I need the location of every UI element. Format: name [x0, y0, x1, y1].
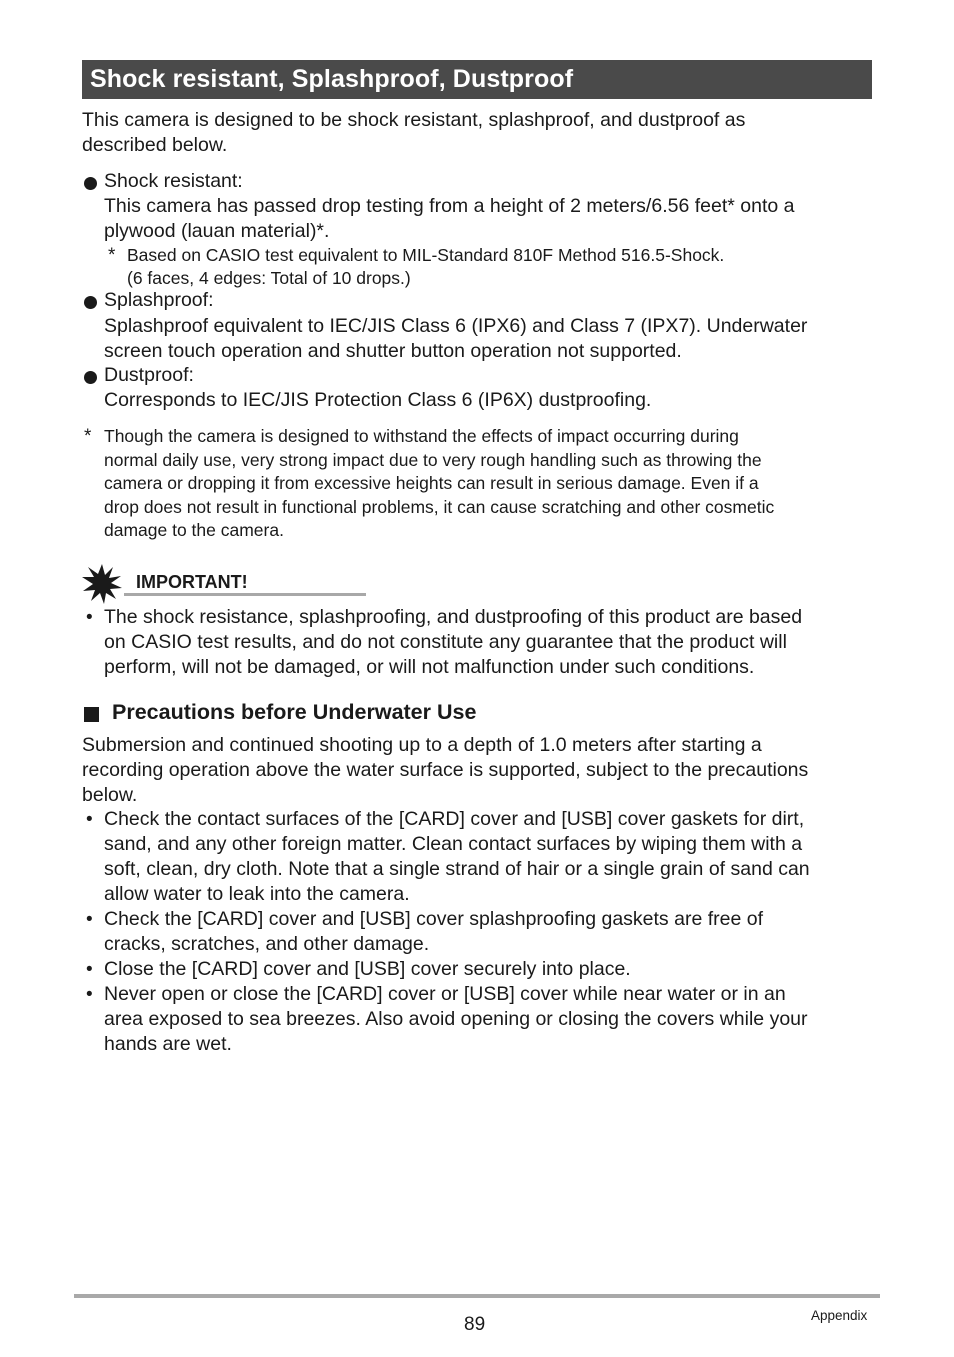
- intro-line-1: This camera is designed to be shock resistant, splashproof, and dustproof as: [82, 109, 746, 131]
- footer-section-label: Appendix: [811, 1308, 868, 1323]
- important-label: IMPORTANT!: [136, 572, 248, 592]
- precautions-heading: Precautions before Underwater Use: [112, 700, 477, 724]
- bullet-icon: •: [86, 959, 93, 980]
- section-title-bar: [82, 60, 872, 99]
- precautions-intro-line-1: Submersion and continued shooting up to a depth of 1.0 meters after starting a: [82, 734, 762, 756]
- footnote-line-4: drop does not result in functional problems, it can cause scratching and other cosmetic: [104, 497, 775, 517]
- precaution-2-line-2: cracks, scratches, and other damage.: [104, 933, 430, 955]
- dust-line-1: Corresponds to IEC/JIS Protection Class 6 (IP6X) dustproofing.: [104, 389, 652, 411]
- shock-note-line-2: (6 faces, 4 edges: Total of 10 drops.): [127, 268, 411, 288]
- shock-line-1: This camera has passed drop testing from a height of 2 meters/6.56 feet* onto a: [104, 195, 795, 217]
- footnote-line-1: Though the camera is designed to withstand the effects of impact occurring during: [104, 426, 739, 446]
- precaution-4-line-1: Never open or close the [CARD] cover or [USB] cover while near water or in an: [104, 983, 786, 1005]
- bullet-dot-icon: [84, 296, 97, 309]
- precaution-4-line-2: area exposed to sea breezes. Also avoid opening or closing the covers while your: [104, 1008, 808, 1030]
- footer-divider: [74, 1294, 880, 1298]
- bullet-dot-icon: [84, 371, 97, 384]
- shock-note-line-1: Based on CASIO test equivalent to MIL-Standard 810F Method 516.5-Shock.: [127, 245, 725, 265]
- splash-line-2: screen touch operation and shutter button operation not supported.: [104, 340, 682, 362]
- important-line-2: on CASIO test results, and do not constitute any guarantee that the product will: [104, 631, 787, 653]
- splash-label: Splashproof:: [104, 289, 214, 311]
- important-callout: [82, 564, 292, 604]
- precaution-4-line-3: hands are wet.: [104, 1033, 232, 1055]
- footnote-line-3: camera or dropping it from excessive heights can result in serious damage. Even if a: [104, 473, 759, 493]
- footnote-line-5: damage to the camera.: [104, 520, 284, 540]
- page-number: 89: [464, 1314, 486, 1335]
- footnote-star: *: [84, 426, 92, 447]
- bullet-dot-icon: [84, 177, 97, 190]
- dust-label: Dustproof:: [104, 364, 194, 386]
- splash-line-1: Splashproof equivalent to IEC/JIS Class 6 (IPX6) and Class 7 (IPX7). Underwater: [104, 315, 808, 337]
- precautions-intro-line-3: below.: [82, 784, 138, 806]
- intro-line-2: described below.: [82, 134, 228, 156]
- important-line-1: The shock resistance, splashproofing, and dustproofing of this product are based: [104, 606, 803, 628]
- bullet-icon: •: [86, 809, 93, 830]
- precaution-1-line-3: soft, clean, dry cloth. Note that a single strand of hair or a single grain of sand can: [104, 858, 810, 880]
- precaution-3-line-1: Close the [CARD] cover and [USB] cover securely into place.: [104, 958, 631, 980]
- shock-note-star: *: [108, 245, 116, 266]
- starburst-icon: [82, 564, 122, 604]
- square-bullet-icon: [84, 707, 99, 722]
- section-title: Shock resistant, Splashproof, Dustproof: [90, 65, 574, 93]
- precaution-2-line-1: Check the [CARD] cover and [USB] cover splashproofing gaskets are free of: [104, 908, 763, 930]
- bullet-icon: •: [86, 984, 93, 1005]
- precaution-1-line-1: Check the contact surfaces of the [CARD] cover and [USB] cover gaskets for dirt,: [104, 808, 805, 830]
- footnote-line-2: normal daily use, very strong impact due to very rough handling such as throwing the: [104, 450, 762, 470]
- precaution-1-line-4: allow water to leak into the camera.: [104, 883, 410, 905]
- precaution-1-line-2: sand, and any other foreign matter. Clean contact surfaces by wiping them with a: [104, 833, 803, 855]
- shock-line-2: plywood (lauan material)*.: [104, 220, 330, 242]
- important-underline: [124, 593, 366, 596]
- bullet-icon: •: [86, 607, 93, 628]
- bullet-icon: •: [86, 909, 93, 930]
- precautions-intro-line-2: recording operation above the water surface is supported, subject to the precautions: [82, 759, 809, 781]
- important-line-3: perform, will not be damaged, or will not malfunction under such conditions.: [104, 656, 755, 678]
- shock-label: Shock resistant:: [104, 170, 243, 192]
